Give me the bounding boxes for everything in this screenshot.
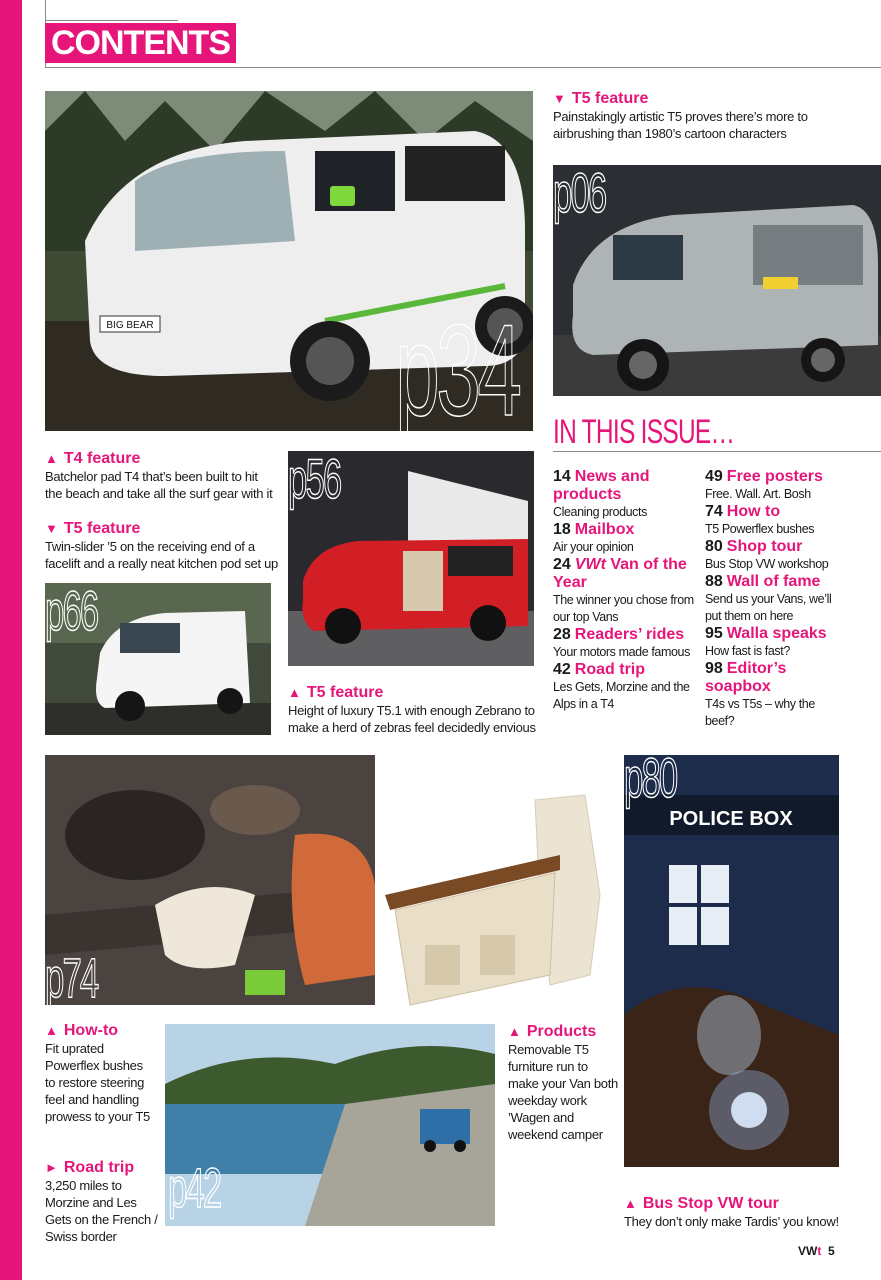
entry-desc: The winner you chose from our top Vans	[553, 593, 694, 624]
entry-desc: Send us your Vans, we’ll put them on here	[705, 592, 832, 623]
entry-desc: Bus Stop VW workshop	[705, 557, 829, 571]
feature-heading: T5 feature	[63, 520, 141, 537]
entry-title: Walla speaks	[726, 625, 827, 642]
feature-body: Fit uprated Powerflex bushes to restore steering feel and handling prowess to your T5	[45, 1041, 150, 1124]
feature-heading: How-to	[63, 1022, 119, 1039]
feature-body: They don’t only make Tardis’ you know!	[624, 1214, 839, 1229]
page-label-p42: p42	[168, 1156, 221, 1219]
entry-desc: Your motors made famous	[553, 645, 690, 659]
entry-title: How to	[726, 503, 781, 520]
entry-title: Editor’s soapbox	[705, 660, 787, 695]
page-folio	[798, 1244, 835, 1258]
page-label-p34: p34	[395, 297, 519, 443]
number-plate: BIG BEAR	[106, 320, 154, 331]
entry-desc: How fast is fast?	[705, 644, 790, 658]
issue-entry[interactable]	[705, 503, 845, 538]
feature-howto-p74[interactable]	[45, 1022, 155, 1125]
entry-page-number: 24	[553, 556, 571, 573]
header-rule-short	[45, 20, 178, 21]
up-arrow-icon: ▲	[45, 451, 58, 466]
entry-page-number: 98	[705, 660, 723, 677]
entry-title: Free posters	[726, 468, 823, 485]
entry-desc: Air your opinion	[553, 540, 634, 554]
entry-page-number: 80	[705, 538, 723, 555]
issue-entry[interactable]	[553, 626, 703, 661]
entry-title: News and products	[553, 468, 650, 503]
folio-brand: VW	[798, 1244, 818, 1258]
issue-list-right	[705, 468, 845, 730]
issue-entry[interactable]	[705, 573, 845, 625]
folio-brand-t: t	[817, 1244, 822, 1258]
page-label-p80: p80	[624, 746, 677, 809]
page-title: CONTENTS	[45, 23, 236, 63]
entry-page-number: 49	[705, 468, 723, 485]
feature-heading: Bus Stop VW tour	[642, 1195, 779, 1212]
issue-entry[interactable]	[705, 538, 845, 573]
up-arrow-icon: ▲	[288, 685, 301, 700]
issue-entry[interactable]	[705, 625, 845, 660]
in-this-issue-title: IN THIS ISSUE…	[553, 413, 735, 451]
feature-heading: T5 feature	[571, 90, 649, 107]
issue-entry[interactable]	[553, 661, 703, 713]
up-arrow-icon: ▲	[624, 1196, 637, 1211]
feature-body: Height of luxury T5.1 with enough Zebrano to make a herd of zebras feel decidedly envious	[288, 703, 536, 735]
issue-entry[interactable]	[705, 468, 845, 503]
page-label-p06: p06	[553, 161, 606, 224]
feature-body: 3,250 miles to Morzine and Les Gets on the French / Swiss border	[45, 1178, 158, 1244]
feature-heading: Products	[526, 1023, 597, 1040]
issue-entry[interactable]	[553, 468, 703, 521]
page-label-p74: p74	[45, 946, 98, 1009]
entry-title: Van of the Year	[553, 556, 687, 591]
issue-entry[interactable]	[553, 556, 703, 626]
issue-entry[interactable]	[553, 521, 703, 556]
down-arrow-icon: ▼	[553, 91, 566, 106]
feature-heading: T4 feature	[63, 450, 141, 467]
entry-desc: T5 Powerflex bushes	[705, 522, 815, 536]
entry-title: Wall of fame	[726, 573, 821, 590]
feature-products-p14[interactable]	[508, 1023, 620, 1143]
page-label-p66: p66	[45, 579, 98, 642]
right-arrow-icon: ►	[45, 1160, 58, 1175]
issue-list-left	[553, 468, 703, 713]
entry-page-number: 18	[553, 521, 571, 538]
feature-roadtrip-p42[interactable]	[45, 1159, 160, 1245]
entry-desc: Cleaning products	[553, 505, 647, 519]
feature-t5-p06[interactable]	[553, 90, 853, 142]
feature-t4-p34[interactable]	[45, 450, 275, 502]
feature-heading: Road trip	[63, 1159, 135, 1176]
feature-body: Batchelor pad T4 that’s been built to hit the beach and take all the surf gear with it	[45, 469, 273, 501]
feature-heading: T5 feature	[306, 684, 384, 701]
issue-entry[interactable]	[705, 660, 845, 730]
feature-body: Painstakingly artistic T5 proves there’s more to airbrushing than 1980’s cartoon characters	[553, 109, 808, 141]
entry-title-italic: VWt	[574, 556, 606, 573]
entry-page-number: 28	[553, 626, 571, 643]
feature-busstop-p80[interactable]	[624, 1195, 874, 1230]
entry-desc: Les Gets, Morzine and the Alps in a T4	[553, 680, 690, 711]
entry-page-number: 14	[553, 468, 571, 485]
entry-page-number: 74	[705, 503, 723, 520]
entry-title: Road trip	[574, 661, 646, 678]
police-box-sign: POLICE BOX	[669, 808, 793, 830]
photo-tardis-welding-p80[interactable]	[624, 755, 839, 1167]
entry-desc: Free. Wall. Art. Bosh	[705, 487, 811, 501]
entry-desc: T4s vs T5s – why the beef?	[705, 697, 815, 728]
down-arrow-icon: ▼	[45, 521, 58, 536]
feature-t5-p66[interactable]	[45, 520, 280, 572]
entry-title: Shop tour	[726, 538, 803, 555]
up-arrow-icon: ▲	[508, 1024, 521, 1039]
entry-title: Readers’ rides	[574, 626, 685, 643]
in-this-issue-rule	[553, 451, 881, 452]
entry-title: Mailbox	[574, 521, 635, 538]
entry-page-number: 88	[705, 573, 723, 590]
feature-body: Twin-slider ’5 on the receiving end of a facelift and a really neat kitchen pod set up	[45, 539, 278, 571]
pink-margin-bar	[0, 0, 22, 1280]
entry-page-number: 42	[553, 661, 571, 678]
header-rule	[45, 67, 881, 68]
feature-body: Removable T5 furniture run to make your Van both weekday work ’Wagen and weekend camper	[508, 1042, 618, 1142]
up-arrow-icon: ▲	[45, 1023, 58, 1038]
entry-page-number: 95	[705, 625, 723, 642]
photo-removable-furniture-p14[interactable]	[385, 785, 620, 1010]
folio-page-number: 5	[828, 1244, 835, 1258]
page-label-p56: p56	[288, 447, 341, 510]
feature-t5-p56[interactable]	[288, 684, 538, 736]
